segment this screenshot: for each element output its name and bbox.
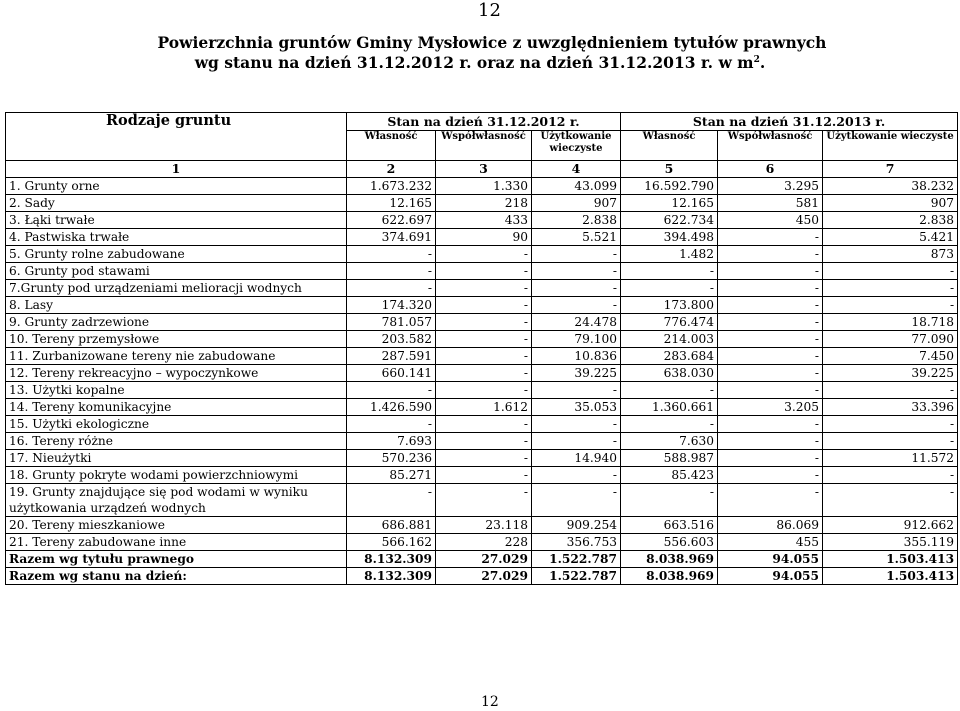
cell-value: - bbox=[532, 484, 621, 517]
cell-value: 7.693 bbox=[347, 433, 436, 450]
header-land-type: Rodzaje gruntu bbox=[6, 113, 347, 161]
total-row bbox=[6, 568, 958, 585]
table-row bbox=[6, 416, 958, 433]
cell-value: 374.691 bbox=[347, 229, 436, 246]
row-label: 6. Grunty pod stawami bbox=[6, 263, 347, 280]
cell-value: - bbox=[436, 280, 532, 297]
row-label: 2. Sady bbox=[6, 195, 347, 212]
cell-value: 203.582 bbox=[347, 331, 436, 348]
cell-value: 94.055 bbox=[718, 568, 823, 585]
cell-value: 85.271 bbox=[347, 467, 436, 484]
cell-value: - bbox=[823, 467, 958, 484]
cell-value: - bbox=[347, 484, 436, 517]
cell-value: 622.697 bbox=[347, 212, 436, 229]
cell-value: 12.165 bbox=[621, 195, 718, 212]
cell-value: 39.225 bbox=[532, 365, 621, 382]
cell-value: 7.450 bbox=[823, 348, 958, 365]
row-label: 14. Tereny komunikacyjne bbox=[6, 399, 347, 416]
column-number-3: 3 bbox=[436, 161, 532, 178]
row-label: 11. Zurbanizowane tereny nie zabudowane bbox=[6, 348, 347, 365]
cell-value: 356.753 bbox=[532, 534, 621, 551]
row-label: 12. Tereny rekreacyjno – wypoczynkowe bbox=[6, 365, 347, 382]
cell-value: 173.800 bbox=[621, 297, 718, 314]
cell-value: 2.838 bbox=[823, 212, 958, 229]
cell-value: 566.162 bbox=[347, 534, 436, 551]
cell-value: 18.718 bbox=[823, 314, 958, 331]
cell-value: 228 bbox=[436, 534, 532, 551]
subheader-2013-1: Własność bbox=[621, 131, 718, 161]
cell-value: - bbox=[718, 348, 823, 365]
row-label: 21. Tereny zabudowane inne bbox=[6, 534, 347, 551]
page-title-line1: Powierzchnia gruntów Gminy Mysłowice z uwzględnieniem tytułów prawnych bbox=[157, 33, 827, 52]
cell-value: 556.603 bbox=[621, 534, 718, 551]
cell-value: - bbox=[718, 297, 823, 314]
row-label: 16. Tereny różne bbox=[6, 433, 347, 450]
row-label: 7.Grunty pod urządzeniami melioracji wodnych bbox=[6, 280, 347, 297]
cell-value: 581 bbox=[718, 195, 823, 212]
cell-value: 77.090 bbox=[823, 331, 958, 348]
cell-value: 3.295 bbox=[718, 178, 823, 195]
cell-value: 11.572 bbox=[823, 450, 958, 467]
cell-value: - bbox=[718, 484, 823, 517]
row-label: 13. Użytki kopalne bbox=[6, 382, 347, 399]
cell-value: 8.132.309 bbox=[347, 551, 436, 568]
row-label: 1. Grunty orne bbox=[6, 178, 347, 195]
cell-value: - bbox=[436, 348, 532, 365]
cell-value: - bbox=[718, 433, 823, 450]
cell-value: 1.522.787 bbox=[532, 551, 621, 568]
cell-value: - bbox=[347, 280, 436, 297]
cell-value: - bbox=[823, 416, 958, 433]
cell-value: - bbox=[532, 297, 621, 314]
cell-value: - bbox=[718, 263, 823, 280]
cell-value: - bbox=[718, 467, 823, 484]
cell-value: - bbox=[621, 416, 718, 433]
cell-value: 85.423 bbox=[621, 467, 718, 484]
cell-value: - bbox=[532, 246, 621, 263]
cell-value: 686.881 bbox=[347, 517, 436, 534]
column-number-4: 4 bbox=[532, 161, 621, 178]
cell-value: 14.940 bbox=[532, 450, 621, 467]
cell-value: - bbox=[621, 263, 718, 280]
header-period-2013: Stan na dzień 31.12.2013 r. bbox=[621, 113, 958, 131]
cell-value: - bbox=[823, 297, 958, 314]
cell-value: 218 bbox=[436, 195, 532, 212]
row-label: 9. Grunty zadrzewione bbox=[6, 314, 347, 331]
cell-value: - bbox=[436, 484, 532, 517]
column-number-5: 5 bbox=[621, 161, 718, 178]
cell-value: - bbox=[532, 280, 621, 297]
cell-value: - bbox=[621, 280, 718, 297]
cell-value: 1.482 bbox=[621, 246, 718, 263]
table-row bbox=[6, 534, 958, 551]
table-row bbox=[6, 314, 958, 331]
cell-value: - bbox=[823, 263, 958, 280]
cell-value: 38.232 bbox=[823, 178, 958, 195]
column-number-7: 7 bbox=[823, 161, 958, 178]
cell-value: - bbox=[532, 263, 621, 280]
table-row bbox=[6, 280, 958, 297]
cell-value: - bbox=[436, 314, 532, 331]
subheader-2012-2: Współwłasność bbox=[436, 131, 532, 161]
cell-value: 1.360.661 bbox=[621, 399, 718, 416]
row-label: Razem wg stanu na dzień: bbox=[6, 568, 347, 585]
cell-value: - bbox=[347, 382, 436, 399]
column-number-2: 2 bbox=[347, 161, 436, 178]
page-title-line2 bbox=[0, 50, 960, 73]
row-label: 3. Łąki trwałe bbox=[6, 212, 347, 229]
cell-value: - bbox=[436, 450, 532, 467]
cell-value: - bbox=[436, 297, 532, 314]
cell-value: - bbox=[532, 433, 621, 450]
cell-value: 570.236 bbox=[347, 450, 436, 467]
cell-value: 24.478 bbox=[532, 314, 621, 331]
cell-value: 909.254 bbox=[532, 517, 621, 534]
cell-value: - bbox=[621, 484, 718, 517]
cell-value: - bbox=[823, 382, 958, 399]
table-row bbox=[6, 433, 958, 450]
cell-value: 43.099 bbox=[532, 178, 621, 195]
page-number-bottom: 12 bbox=[481, 694, 499, 710]
header-period-2012: Stan na dzień 31.12.2012 r. bbox=[347, 113, 621, 131]
cell-value: 287.591 bbox=[347, 348, 436, 365]
cell-value: 39.225 bbox=[823, 365, 958, 382]
table-row bbox=[6, 467, 958, 484]
row-label: 4. Pastwiska trwałe bbox=[6, 229, 347, 246]
cell-value: 23.118 bbox=[436, 517, 532, 534]
cell-value: - bbox=[347, 416, 436, 433]
cell-value: - bbox=[621, 382, 718, 399]
cell-value: 781.057 bbox=[347, 314, 436, 331]
table-row bbox=[6, 348, 958, 365]
cell-value: - bbox=[347, 246, 436, 263]
cell-value: 5.421 bbox=[823, 229, 958, 246]
cell-value: 907 bbox=[532, 195, 621, 212]
title-line2-text: wg stanu na dzień 31.12.2012 r. oraz na dzień 31.12.2013 r. w m bbox=[194, 53, 754, 73]
cell-value: - bbox=[718, 314, 823, 331]
table-row bbox=[6, 365, 958, 382]
cell-value: 35.053 bbox=[532, 399, 621, 416]
cell-value: - bbox=[436, 433, 532, 450]
cell-value: 873 bbox=[823, 246, 958, 263]
cell-value: 2.838 bbox=[532, 212, 621, 229]
cell-value: 355.119 bbox=[823, 534, 958, 551]
subheader-2013-2: Współwłasność bbox=[718, 131, 823, 161]
row-label: 8. Lasy bbox=[6, 297, 347, 314]
subheader-2012-3: Użytkowanie wieczyste bbox=[532, 131, 621, 161]
cell-value: - bbox=[532, 467, 621, 484]
table-row bbox=[6, 212, 958, 229]
table-row bbox=[6, 517, 958, 534]
cell-value: - bbox=[436, 467, 532, 484]
cell-value: - bbox=[718, 382, 823, 399]
cell-value: 283.684 bbox=[621, 348, 718, 365]
subheader-2012-1: Własność bbox=[347, 131, 436, 161]
row-label: 19. Grunty znajdujące się pod wodami w wyniku użytkowania urządzeń wodnych bbox=[6, 484, 347, 517]
cell-value: - bbox=[718, 246, 823, 263]
land-area-table bbox=[5, 112, 958, 585]
cell-value: 174.320 bbox=[347, 297, 436, 314]
row-label: 5. Grunty rolne zabudowane bbox=[6, 246, 347, 263]
cell-value: - bbox=[532, 382, 621, 399]
cell-value: 1.330 bbox=[436, 178, 532, 195]
cell-value: - bbox=[532, 416, 621, 433]
row-label: 15. Użytki ekologiczne bbox=[6, 416, 347, 433]
cell-value: - bbox=[347, 263, 436, 280]
cell-value: - bbox=[436, 382, 532, 399]
table-row bbox=[6, 263, 958, 280]
cell-value: 660.141 bbox=[347, 365, 436, 382]
cell-value: 622.734 bbox=[621, 212, 718, 229]
cell-value: - bbox=[718, 416, 823, 433]
cell-value: 33.396 bbox=[823, 399, 958, 416]
cell-value: 1.503.413 bbox=[823, 568, 958, 585]
cell-value: 16.592.790 bbox=[621, 178, 718, 195]
cell-value: 214.003 bbox=[621, 331, 718, 348]
column-number-1: 1 bbox=[6, 161, 347, 178]
cell-value: 394.498 bbox=[621, 229, 718, 246]
cell-value: 776.474 bbox=[621, 314, 718, 331]
cell-value: 12.165 bbox=[347, 195, 436, 212]
table-row bbox=[6, 399, 958, 416]
cell-value: 1.612 bbox=[436, 399, 532, 416]
row-label: 20. Tereny mieszkaniowe bbox=[6, 517, 347, 534]
cell-value: 94.055 bbox=[718, 551, 823, 568]
row-label: 17. Nieużytki bbox=[6, 450, 347, 467]
cell-value: - bbox=[718, 365, 823, 382]
table-row bbox=[6, 297, 958, 314]
row-label: 18. Grunty pokryte wodami powierzchniowymi bbox=[6, 467, 347, 484]
subheader-2013-3: Użytkowanie wieczyste bbox=[823, 131, 958, 161]
table-row bbox=[6, 229, 958, 246]
cell-value: 27.029 bbox=[436, 568, 532, 585]
cell-value: - bbox=[718, 450, 823, 467]
cell-value: 907 bbox=[823, 195, 958, 212]
cell-value: - bbox=[718, 229, 823, 246]
cell-value: 8.132.309 bbox=[347, 568, 436, 585]
table-row bbox=[6, 382, 958, 399]
cell-value: 638.030 bbox=[621, 365, 718, 382]
total-row bbox=[6, 551, 958, 568]
cell-value: - bbox=[436, 331, 532, 348]
row-label: Razem wg tytułu prawnego bbox=[6, 551, 347, 568]
table-row bbox=[6, 195, 958, 212]
cell-value: - bbox=[823, 484, 958, 517]
cell-value: 10.836 bbox=[532, 348, 621, 365]
cell-value: 1.426.590 bbox=[347, 399, 436, 416]
cell-value: - bbox=[436, 263, 532, 280]
cell-value: 5.521 bbox=[532, 229, 621, 246]
cell-value: 912.662 bbox=[823, 517, 958, 534]
title-superscript: 2 bbox=[753, 55, 760, 65]
cell-value: 455 bbox=[718, 534, 823, 551]
cell-value: 27.029 bbox=[436, 551, 532, 568]
cell-value: - bbox=[823, 433, 958, 450]
row-label: 10. Tereny przemysłowe bbox=[6, 331, 347, 348]
table-row bbox=[6, 178, 958, 195]
cell-value: 86.069 bbox=[718, 517, 823, 534]
cell-value: 8.038.969 bbox=[621, 551, 718, 568]
cell-value: 433 bbox=[436, 212, 532, 229]
cell-value: - bbox=[718, 280, 823, 297]
cell-value: 450 bbox=[718, 212, 823, 229]
cell-value: 7.630 bbox=[621, 433, 718, 450]
cell-value: 3.205 bbox=[718, 399, 823, 416]
cell-value: 1.503.413 bbox=[823, 551, 958, 568]
table-row bbox=[6, 331, 958, 348]
cell-value: 90 bbox=[436, 229, 532, 246]
page-number-top: 12 bbox=[478, 0, 501, 21]
cell-value: - bbox=[436, 416, 532, 433]
title-line2-suffix: . bbox=[759, 53, 766, 73]
table-row bbox=[6, 484, 958, 517]
cell-value: 663.516 bbox=[621, 517, 718, 534]
table-row bbox=[6, 450, 958, 467]
cell-value: - bbox=[718, 331, 823, 348]
cell-value: 1.673.232 bbox=[347, 178, 436, 195]
cell-value: 79.100 bbox=[532, 331, 621, 348]
cell-value: - bbox=[436, 365, 532, 382]
cell-value: - bbox=[823, 280, 958, 297]
cell-value: - bbox=[436, 246, 532, 263]
cell-value: 1.522.787 bbox=[532, 568, 621, 585]
cell-value: 588.987 bbox=[621, 450, 718, 467]
cell-value: 8.038.969 bbox=[621, 568, 718, 585]
column-number-6: 6 bbox=[718, 161, 823, 178]
table-row bbox=[6, 246, 958, 263]
